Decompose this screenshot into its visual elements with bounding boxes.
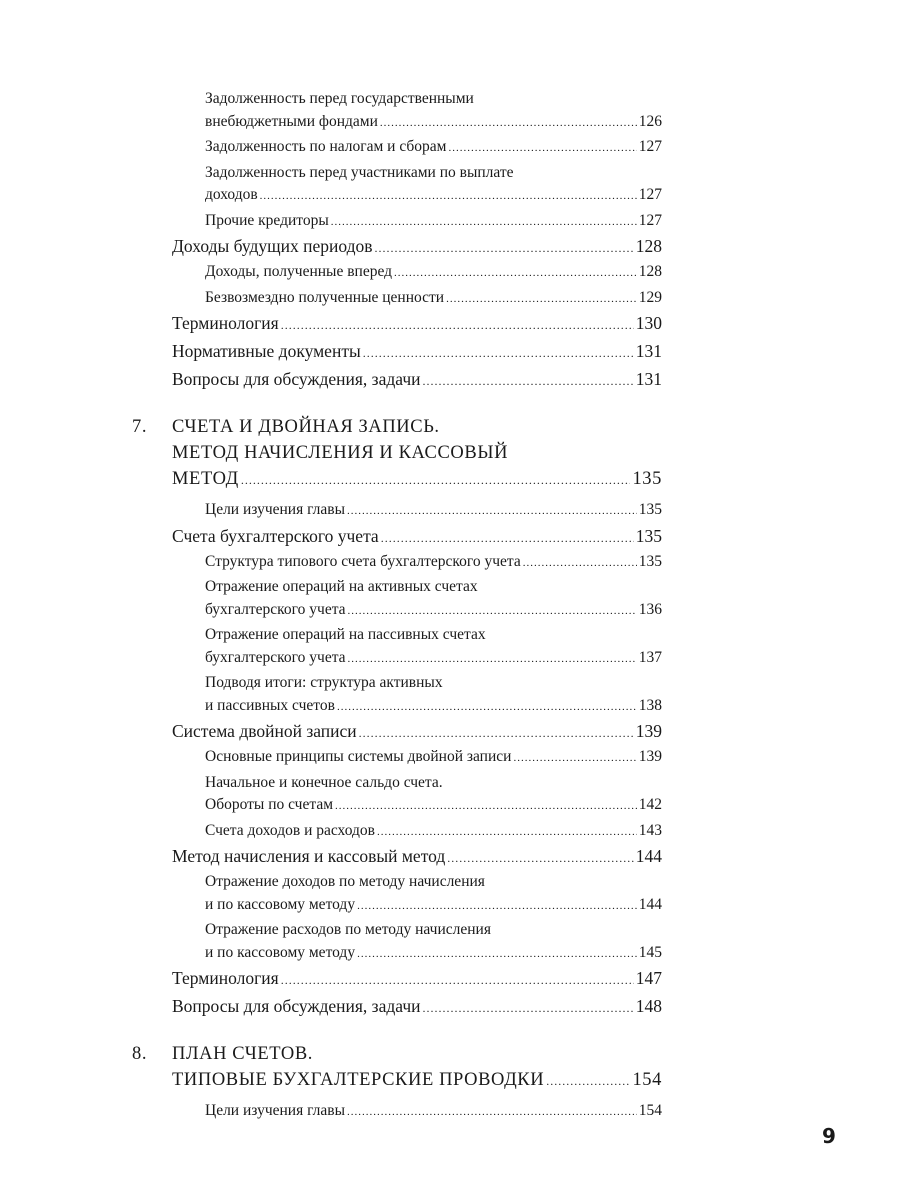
toc-page-number: 126 (638, 112, 662, 130)
dot-leader (381, 526, 634, 551)
toc-entry-label: Подводя итоги: структура активных (205, 674, 443, 691)
toc-page-number: 135 (638, 501, 662, 518)
dot-leader (446, 288, 637, 311)
dot-leader (423, 369, 634, 394)
toc-page-number: 130 (635, 313, 662, 333)
toc-entry (205, 210, 662, 234)
toc-entry (205, 499, 662, 523)
dot-leader (357, 895, 637, 918)
toc-entry (205, 287, 662, 311)
toc-page-number: 135 (635, 525, 662, 546)
toc-entry-label: и пассивных счетов (205, 696, 335, 714)
toc-page-number: 129 (638, 288, 662, 306)
toc-section (172, 234, 662, 261)
toc-entry-label: Счета доходов и расходов (205, 821, 375, 839)
toc-entry (205, 576, 662, 622)
toc-section (172, 339, 662, 366)
dot-leader (513, 747, 636, 770)
page-number: 9 (822, 1124, 836, 1148)
toc-section-label: Счета бухгалтерского учета (172, 525, 379, 546)
toc-page-number: 147 (635, 968, 662, 988)
toc-page-number: 154 (632, 1070, 662, 1090)
toc-entry (205, 919, 662, 965)
toc-entry-label: Прочие кредиторы (205, 211, 329, 229)
dot-leader (260, 185, 637, 208)
dot-leader (357, 943, 637, 966)
chapter-number: 7. (132, 417, 148, 437)
dot-leader (423, 996, 634, 1021)
toc-entry-label: бухгалтерского учета (205, 600, 346, 618)
toc-page-number: 127 (638, 186, 662, 203)
toc-entry (205, 261, 662, 285)
toc-entry-label: Безвозмездно полученные ценности (205, 288, 445, 306)
toc-page-number: 143 (638, 821, 662, 839)
toc-page-number: 142 (638, 796, 662, 813)
toc-section-label: Терминология (172, 313, 279, 333)
toc-entry-label: Задолженность перед участниками по выплате (205, 163, 514, 181)
toc-section-label: Метод начисления и кассовый метод (172, 846, 446, 866)
toc-page-number: 127 (638, 138, 662, 155)
toc-page-number: 128 (635, 236, 662, 256)
dot-leader (394, 262, 637, 285)
dot-leader (546, 1068, 630, 1094)
dot-leader (241, 467, 631, 493)
dot-leader (337, 696, 637, 719)
toc-section-label: Система двойной записи (172, 721, 357, 741)
toc-section (172, 719, 662, 746)
toc-section (172, 994, 662, 1021)
chapter-title-line: СЧЕТА И ДВОЙНАЯ ЗАПИСЬ. (172, 417, 440, 437)
toc-entry (205, 820, 662, 844)
toc-entry (205, 624, 662, 670)
toc-page-number: 127 (638, 211, 662, 229)
toc-page-number: 154 (638, 1102, 662, 1119)
dot-leader (380, 112, 637, 135)
toc-entry-label: доходов (205, 186, 258, 203)
toc-entry-label: Задолженность по налогам и сборам (205, 138, 447, 155)
chapter-title-line: ТИПОВЫЕ БУХГАЛТЕРСКИЕ ПРОВОДКИ (172, 1070, 545, 1090)
toc-page-number: 135 (632, 469, 662, 489)
toc-section-label: Вопросы для обсуждения, задачи (172, 369, 421, 389)
toc-entry-label: Структура типового счета бухгалтерского учета (205, 552, 521, 570)
toc-section (172, 367, 662, 394)
toc-entry-label: Доходы, полученные вперед (205, 263, 393, 280)
toc-entry-label: Отражение операций на пассивных счетах (205, 626, 486, 643)
toc-page-number: 136 (638, 600, 662, 618)
dot-leader (375, 236, 634, 261)
chapter-title-line: ПЛАН СЧЕТОВ. (172, 1044, 314, 1064)
toc-page-number: 131 (635, 369, 662, 389)
toc-entry (205, 1100, 662, 1124)
dot-leader (348, 600, 637, 623)
toc-entry (205, 672, 662, 718)
toc-page-number: 145 (638, 943, 662, 961)
toc-section (172, 844, 662, 871)
toc-page-number: 131 (635, 341, 662, 361)
dot-leader (335, 795, 637, 818)
toc-chapter-7 (132, 414, 662, 493)
toc-entry-label: Отражение операций на активных счетах (205, 578, 478, 595)
toc-section-label: Доходы будущих периодов (172, 236, 373, 256)
dot-leader (348, 648, 637, 671)
toc-chapter-8 (132, 1041, 662, 1094)
toc-section (172, 966, 662, 993)
dot-leader (331, 211, 637, 234)
toc-entry-label: Цели изучения главы (205, 501, 346, 518)
toc-section-label: Терминология (172, 968, 279, 988)
dot-leader (281, 968, 634, 993)
dot-leader (281, 313, 634, 338)
toc-entry (205, 871, 662, 917)
toc-entry (205, 772, 662, 818)
toc-section (172, 524, 662, 551)
toc-section-label: Вопросы для обсуждения, задачи (172, 996, 421, 1016)
toc-page-number: 139 (638, 748, 662, 765)
dot-leader (523, 552, 637, 575)
toc-entry-label: Цели изучения главы (205, 1102, 346, 1119)
toc-section-label: Нормативные документы (172, 341, 361, 361)
toc-entry (205, 162, 662, 208)
toc-entry-label: Основные принципы системы двойной записи (205, 748, 512, 765)
dot-leader (347, 1101, 637, 1124)
chapter-number: 8. (132, 1044, 148, 1064)
toc-section (172, 311, 662, 338)
dot-leader (447, 846, 633, 871)
toc-entry (205, 746, 662, 770)
toc-entry-label: и по кассовому методу (205, 943, 356, 961)
chapter-title-line: МЕТОД НАЧИСЛЕНИЯ И КАССОВЫЙ (172, 443, 509, 463)
table-of-contents (132, 88, 662, 1124)
toc-entry (205, 88, 662, 134)
dot-leader (347, 500, 637, 523)
dot-leader (359, 721, 634, 746)
dot-leader (448, 137, 636, 160)
toc-entry-label: внебюджетными фондами (205, 112, 378, 130)
toc-entry-label: Отражение расходов по методу начисления (205, 921, 491, 938)
toc-entry-label: Начальное и конечное сальдо счета. (205, 773, 443, 791)
toc-page-number: 144 (638, 895, 662, 913)
dot-leader (363, 341, 634, 366)
toc-page-number: 138 (638, 696, 662, 714)
toc-page-number: 128 (638, 263, 662, 280)
toc-entry (205, 136, 662, 160)
dot-leader (377, 821, 637, 844)
toc-page-number: 137 (638, 648, 662, 666)
toc-page-number: 139 (635, 721, 662, 741)
toc-page-number: 135 (638, 552, 662, 570)
toc-entry-label: Обороты по счетам (205, 796, 334, 813)
toc-entry-label: Отражение доходов по методу начисления (205, 873, 485, 890)
toc-entry (205, 551, 662, 575)
toc-page-number: 148 (635, 996, 662, 1016)
toc-entry-label: и по кассовому методу (205, 895, 356, 913)
toc-entry-label: бухгалтерского учета (205, 648, 346, 666)
chapter-title-line: МЕТОД (172, 469, 239, 489)
toc-entry-label: Задолженность перед государственными (205, 90, 474, 107)
toc-page-number: 144 (635, 846, 662, 866)
